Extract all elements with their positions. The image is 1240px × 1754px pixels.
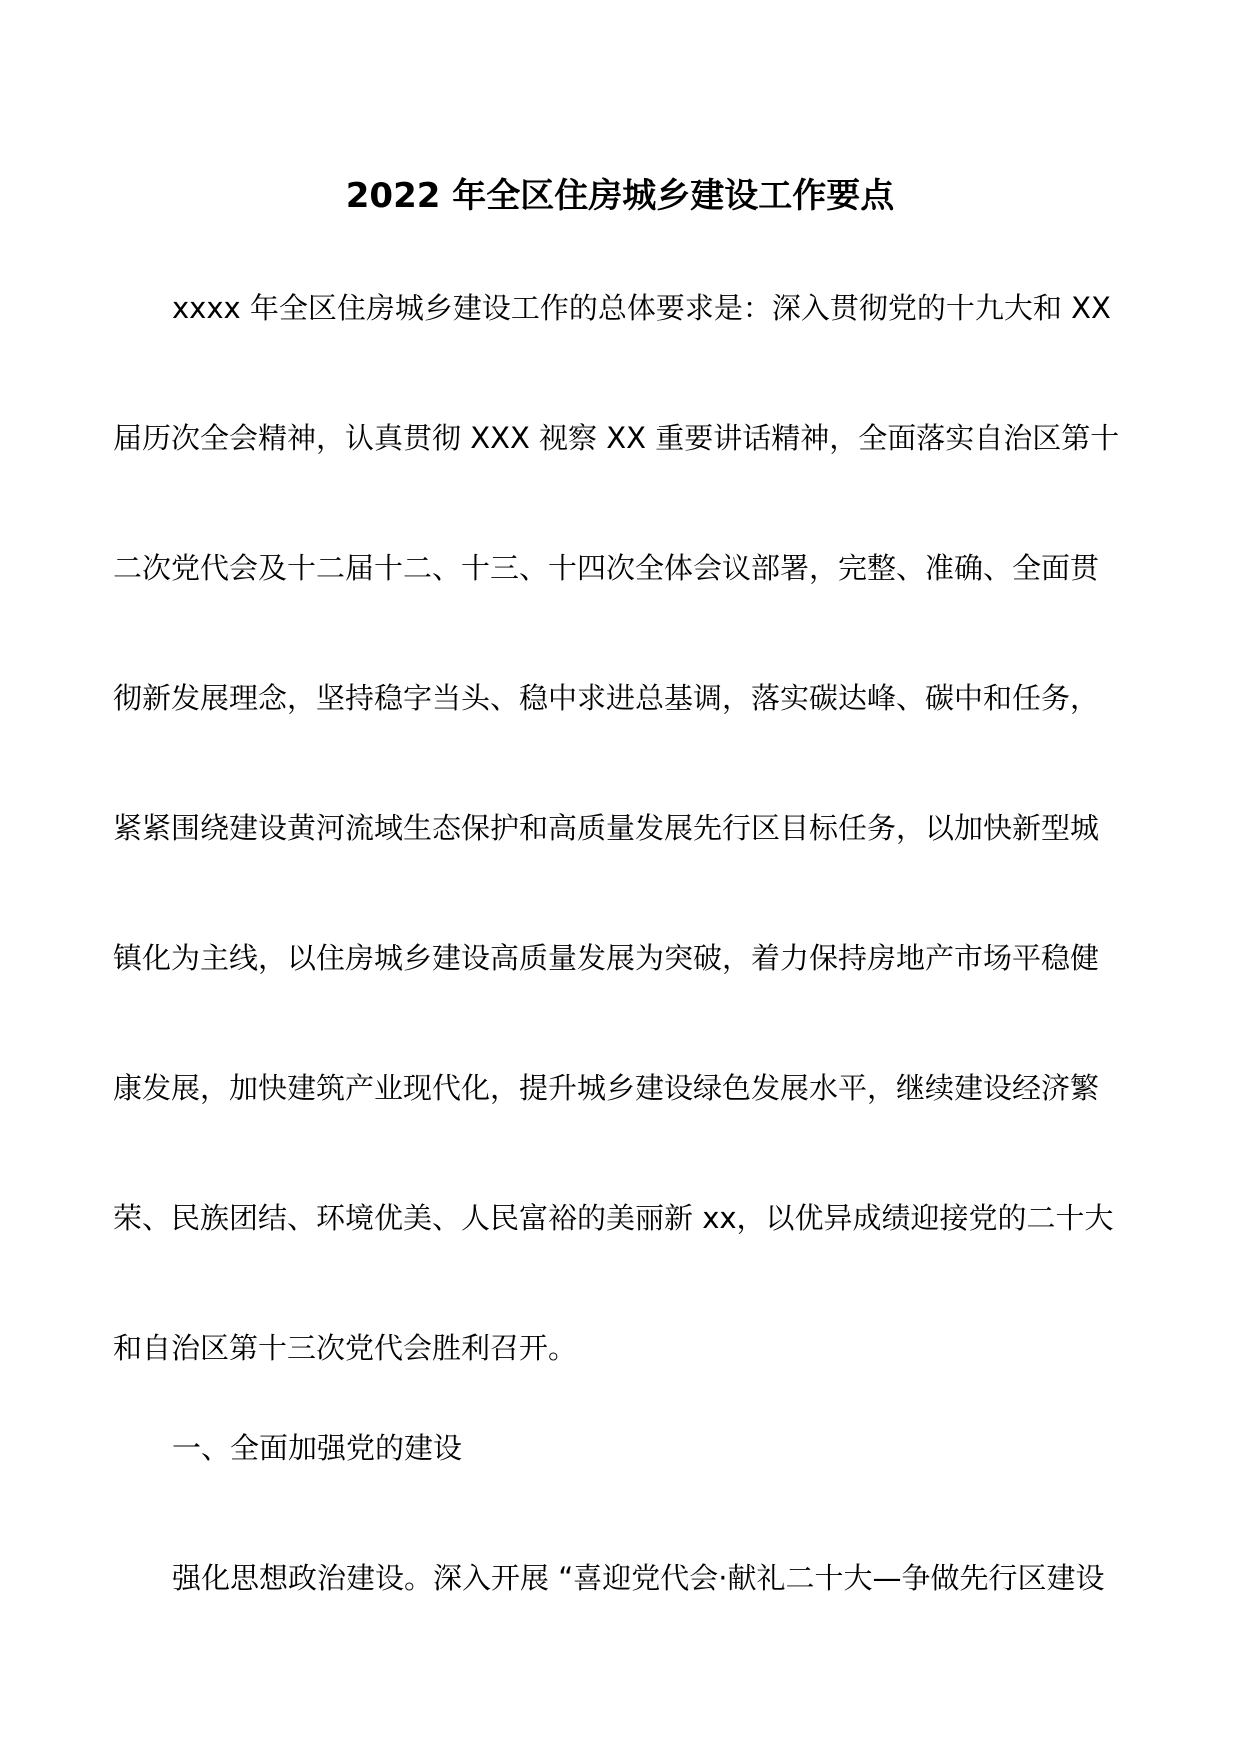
paragraph-line: xxxx 年全区住房城乡建设工作的总体要求是：深入贯彻党的十九大和 XX: [172, 291, 1111, 325]
paragraph-line: 和自治区第十三次党代会胜利召开。: [113, 1331, 578, 1365]
paragraph-line: 镇化为主线，以住房城乡建设高质量发展为突破，着力保持房地产市场平稳健: [113, 941, 1100, 975]
document-title: 2022 年全区住房城乡建设工作要点: [345, 176, 895, 216]
paragraph-line: 康发展，加快建筑产业现代化，提升城乡建设绿色发展水平，继续建设经济繁: [113, 1071, 1100, 1105]
paragraph-line: 彻新发展理念，坚持稳字当头、稳中求进总基调，落实碳达峰、碳中和任务，: [113, 681, 1100, 715]
section-heading: 一、全面加强党的建设: [172, 1431, 463, 1465]
paragraph-line: 紧紧围绕建设黄河流域生态保护和高质量发展先行区目标任务，以加快新型城: [113, 811, 1100, 845]
section-paragraph-line: 强化思想政治建设。深入开展 “喜迎党代会·献礼二十大—争做先行区建设: [172, 1561, 1105, 1595]
paragraph-line: 届历次全会精神，认真贯彻 XXX 视察 XX 重要讲话精神，全面落实自治区第十: [113, 421, 1120, 455]
paragraph-line: 荣、民族团结、环境优美、人民富裕的美丽新 xx，以优异成绩迎接党的二十大: [113, 1201, 1114, 1235]
paragraph-line: 二次党代会及十二届十二、十三、十四次全体会议部署，完整、准确、全面贯: [113, 551, 1100, 585]
